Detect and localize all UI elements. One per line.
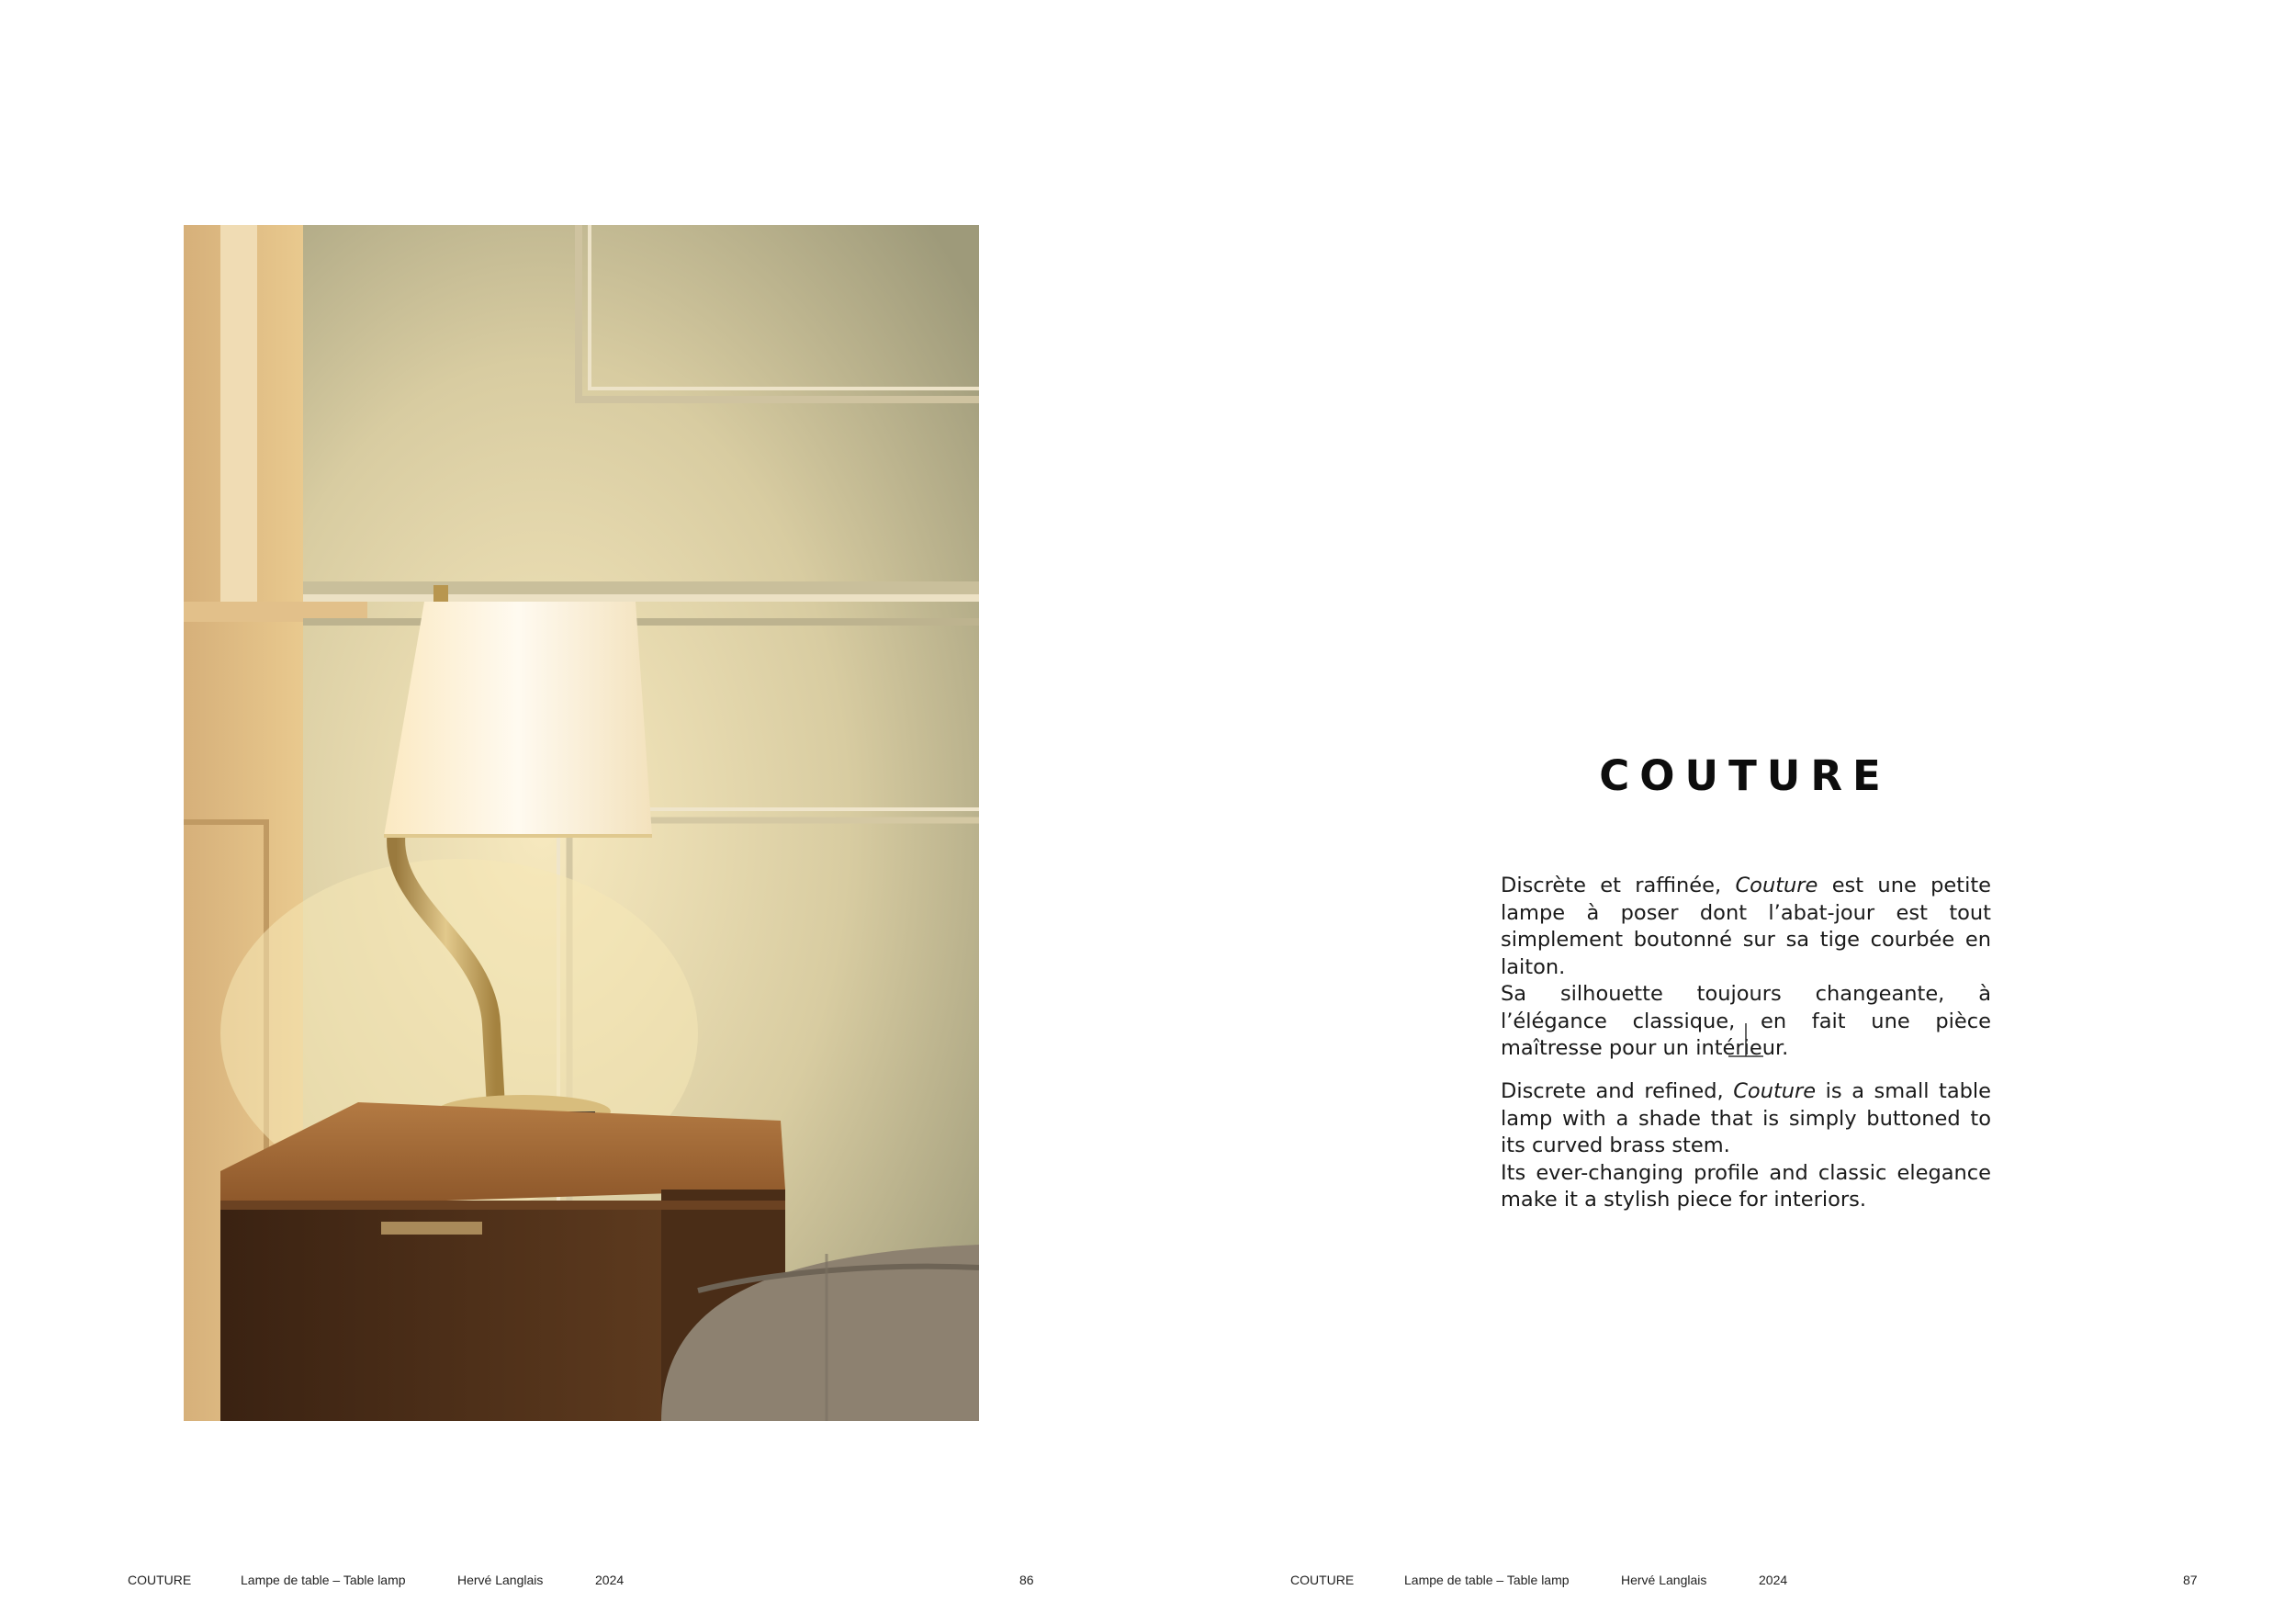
footer-right-designer: Hervé Langlais <box>1621 1573 1707 1587</box>
footer-right-year: 2024 <box>1759 1573 1788 1587</box>
description-fr-paragraph-2: Sa silhouette toujours changeante, à l’élégance classique, en fait une pièce maîtresse pour un intérieur. <box>1501 982 1991 1060</box>
footer-right-type: Lampe de table – Table lamp <box>1404 1573 1570 1587</box>
product-title: COUTURE <box>1599 751 1891 800</box>
text-segment: Discrète et raffinée, <box>1501 874 1736 897</box>
divider-icon <box>1727 1021 1765 1060</box>
footer-left-year: 2024 <box>595 1573 625 1587</box>
footer-left-designer: Hervé Langlais <box>457 1573 544 1587</box>
description-english <box>1501 1078 1991 1214</box>
footer-right-product: COUTURE <box>1290 1573 1355 1587</box>
text-segment: Discrete and refined, <box>1501 1079 1734 1103</box>
page-number-right: 87 <box>2183 1573 2198 1587</box>
product-name-italic: Couture <box>1735 874 1818 897</box>
product-name-italic: Couture <box>1733 1079 1817 1103</box>
product-photo <box>184 225 979 1421</box>
description-fr-paragraph-1 <box>1501 873 1991 981</box>
description-en-paragraph-1 <box>1501 1078 1991 1160</box>
lamp-scene-illustration <box>184 225 979 1421</box>
footer-left-type: Lampe de table – Table lamp <box>241 1573 406 1587</box>
page-number-left: 86 <box>1019 1573 1034 1587</box>
text-segment: est une petite lampe à poser dont l’abat-jour est tout simplement boutonné sur sa tige courbée en laiton. <box>1501 874 1991 979</box>
footer-left-product: COUTURE <box>128 1573 192 1587</box>
description-en-paragraph-2: Its ever-changing profile and classic elegance make it a stylish piece for interiors. <box>1501 1160 1991 1212</box>
text-segment: is a small table lamp with a shade that is simply buttoned to its curved brass stem. <box>1501 1079 1991 1157</box>
